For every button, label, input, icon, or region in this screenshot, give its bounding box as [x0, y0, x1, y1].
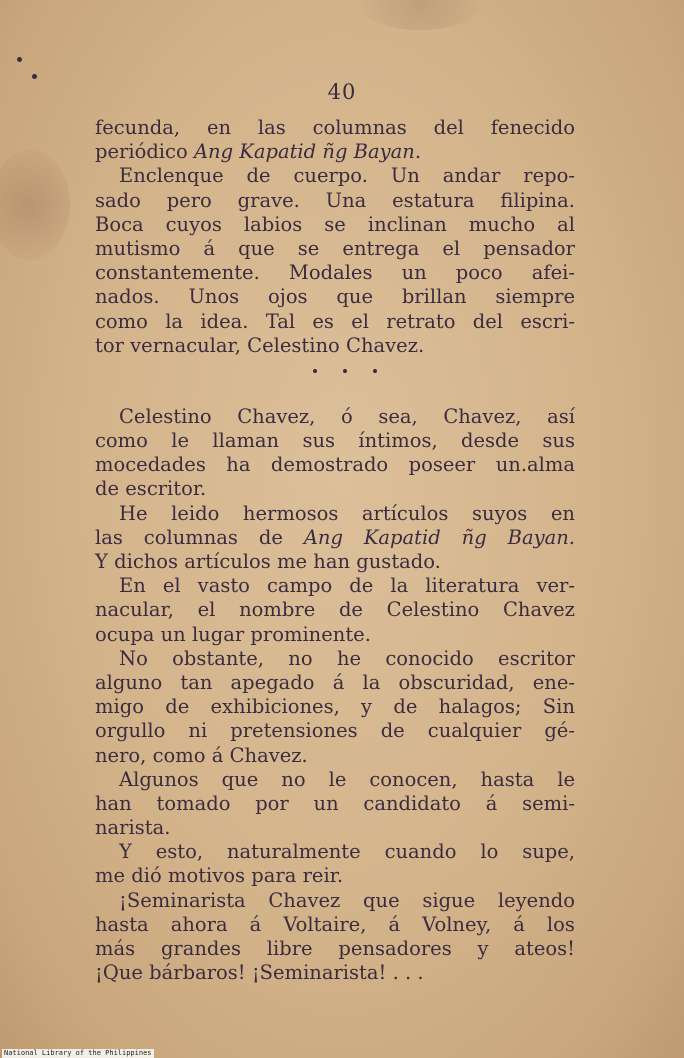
- word: dió: [131, 864, 162, 888]
- word: como: [152, 743, 206, 767]
- word: de: [380, 719, 405, 743]
- word: Unos: [188, 285, 240, 309]
- word: grandes: [160, 937, 241, 960]
- word: Celestino: [386, 598, 480, 622]
- text-line: [95, 671, 575, 695]
- word: reir.: [302, 864, 344, 888]
- text-line: [95, 840, 575, 864]
- word: á: [211, 743, 224, 767]
- ink-speck: [17, 57, 22, 62]
- word: Una: [325, 188, 367, 212]
- word: escritor.: [125, 477, 207, 501]
- word: inclinan: [367, 212, 447, 236]
- word: en: [206, 116, 232, 139]
- text-line: [95, 502, 575, 526]
- paragraph: [95, 502, 575, 575]
- word: periódico: [95, 140, 188, 164]
- word: Modales: [288, 261, 373, 285]
- word: que: [221, 767, 259, 791]
- word: retrato: [386, 309, 456, 333]
- word: Chavez.: [346, 333, 425, 357]
- word: el: [351, 309, 369, 333]
- word: vernacular,: [130, 333, 241, 357]
- word: me: [95, 864, 126, 888]
- text-line: [95, 261, 575, 285]
- text-line: [95, 213, 575, 237]
- section-separator: [95, 358, 575, 385]
- word: como: [95, 309, 148, 333]
- text-line: [95, 574, 575, 598]
- word: grave.: [237, 188, 300, 212]
- word: bárbaros!: [149, 961, 246, 985]
- word: pensadores: [338, 937, 452, 960]
- word: el: [197, 598, 216, 622]
- word: Celestino: [119, 404, 212, 428]
- word: mutismo: [95, 236, 181, 260]
- word: Celestino: [247, 333, 340, 357]
- text-line: [95, 598, 575, 622]
- word: afei-: [531, 261, 575, 285]
- word: nombre: [239, 598, 316, 622]
- word: supe,: [522, 840, 575, 864]
- word: exhibiciones,: [210, 695, 340, 719]
- word: es: [312, 309, 334, 333]
- word: Y: [119, 840, 132, 864]
- word: . . .: [392, 961, 424, 985]
- word: un: [160, 622, 186, 646]
- ink-speck: [32, 74, 37, 79]
- word: á: [203, 236, 216, 260]
- word: al: [557, 212, 575, 236]
- word: poseer: [408, 453, 476, 477]
- word: á: [513, 912, 525, 936]
- word: dichos: [114, 550, 179, 573]
- word: andar: [442, 164, 501, 188]
- word: han: [95, 791, 132, 815]
- word: Sin: [542, 695, 575, 719]
- word: que: [336, 285, 373, 309]
- word: Ang: [303, 525, 343, 549]
- word: del: [433, 116, 464, 139]
- paragraph: [95, 889, 575, 986]
- word: Kapatid: [363, 525, 441, 549]
- word: He: [119, 501, 148, 525]
- word: íntimos,: [358, 429, 438, 453]
- word: de: [246, 164, 271, 188]
- word: del: [472, 309, 504, 333]
- word: la: [362, 670, 381, 694]
- word: Chavez,: [237, 404, 316, 428]
- text-line: [95, 453, 575, 477]
- word: un: [313, 791, 339, 815]
- word: leido: [171, 501, 220, 525]
- word: suyos: [471, 501, 528, 525]
- word: migo: [95, 695, 144, 719]
- word: que: [238, 236, 275, 260]
- paragraph: [95, 405, 575, 502]
- word: ojos: [268, 285, 308, 309]
- text-line: [95, 164, 575, 188]
- word: filipina.: [500, 188, 575, 212]
- word: y: [477, 937, 489, 960]
- word: Chavez: [503, 598, 575, 622]
- word: pero: [166, 188, 212, 212]
- word: de: [95, 477, 120, 501]
- word: alguno: [95, 670, 163, 694]
- text-line: [95, 526, 575, 550]
- text-line: [95, 695, 575, 719]
- word: nacular,: [95, 598, 174, 622]
- word: esto,: [155, 840, 204, 864]
- word: así: [547, 404, 575, 428]
- word: ahora: [170, 912, 228, 936]
- word: he: [336, 646, 362, 670]
- word: la: [390, 574, 409, 598]
- text-line: [95, 477, 575, 501]
- word: obstante,: [172, 646, 264, 670]
- word: No: [119, 646, 148, 670]
- word: no: [288, 646, 313, 670]
- word: en: [550, 501, 575, 525]
- text-line: [95, 310, 575, 334]
- word: apegado: [230, 670, 315, 694]
- word: Tal: [265, 309, 296, 333]
- word: ñg: [461, 525, 487, 549]
- word: obscuridad,: [398, 670, 515, 694]
- word: conocido: [385, 646, 474, 670]
- word: sado: [95, 188, 141, 212]
- word: fenecido: [490, 116, 575, 139]
- word: campo: [266, 574, 333, 598]
- word: idea.: [200, 309, 249, 333]
- word: ocupa: [95, 622, 155, 646]
- word: escritor: [498, 646, 575, 670]
- word: ni: [188, 719, 208, 743]
- word: pensador: [483, 236, 575, 260]
- word: ver-: [536, 574, 575, 598]
- page-number: 40: [327, 80, 357, 104]
- word: la: [165, 309, 184, 333]
- text-line: [95, 623, 575, 647]
- word: siempre: [495, 285, 575, 309]
- paragraph: [95, 768, 575, 841]
- separator-dot: [343, 369, 347, 373]
- word: le: [328, 767, 347, 791]
- word: las: [257, 116, 286, 139]
- word: mucho: [468, 212, 536, 236]
- word: nados.: [95, 285, 160, 309]
- text-line: [95, 719, 575, 743]
- word: demostrado: [270, 453, 389, 477]
- word: las: [95, 525, 123, 549]
- word: el: [162, 574, 181, 598]
- word: artículos: [184, 550, 271, 573]
- word: sus: [542, 429, 575, 453]
- text-line: [95, 744, 575, 768]
- word: ¡Seminarista!: [251, 961, 387, 985]
- word: cuyos: [165, 212, 222, 236]
- word: Volney,: [422, 912, 492, 936]
- word: á: [332, 670, 345, 694]
- body-text: [95, 116, 575, 985]
- text-line: [95, 140, 575, 164]
- word: Boca: [95, 212, 144, 236]
- word: Voltaire,: [283, 912, 367, 936]
- word: tor: [95, 333, 124, 357]
- word: que: [363, 888, 400, 912]
- word: un.alma: [495, 453, 575, 477]
- word: como: [95, 429, 148, 453]
- word: sea,: [378, 404, 418, 428]
- separator-dot: [313, 369, 317, 373]
- word: le: [557, 767, 575, 791]
- word: columnas: [312, 116, 407, 139]
- word: Enclenque: [119, 164, 224, 188]
- word: de: [258, 525, 283, 549]
- word: le: [171, 429, 190, 453]
- word: han: [313, 550, 351, 573]
- text-line: [95, 792, 575, 816]
- text-line: [95, 334, 575, 358]
- word: prominente.: [250, 622, 371, 646]
- separator-dot: [373, 369, 377, 373]
- word: cuerpo.: [293, 164, 368, 188]
- word: gustado.: [356, 550, 441, 573]
- word: cualquier: [427, 719, 522, 743]
- word: columnas: [143, 525, 238, 549]
- paragraph: [95, 840, 575, 888]
- word: nero,: [95, 743, 147, 767]
- word: lugar: [191, 622, 245, 646]
- word: naturalmente: [226, 840, 361, 864]
- word: á: [388, 912, 401, 936]
- word: llaman: [212, 429, 280, 453]
- word: y: [361, 695, 373, 719]
- word: ¡Seminarista: [119, 888, 246, 912]
- text-line: [95, 237, 575, 261]
- word: Chavez.: [229, 743, 308, 767]
- word: mocedades: [95, 453, 206, 477]
- word: por: [255, 791, 289, 815]
- word: Ang: [193, 140, 234, 164]
- text-line: [95, 864, 575, 888]
- text-line: [95, 913, 575, 937]
- word: leyendo: [497, 888, 575, 912]
- word: motivos: [167, 864, 246, 888]
- paragraph: [95, 164, 575, 358]
- word: me: [277, 550, 308, 573]
- word: Chavez,: [443, 404, 522, 428]
- text-line: [95, 816, 575, 840]
- word: libre: [266, 937, 313, 960]
- word: orgullo: [95, 719, 166, 743]
- text-line: [95, 189, 575, 213]
- word: de: [349, 574, 374, 598]
- word: á: [249, 912, 262, 936]
- word: pretensiones: [230, 719, 358, 743]
- word: los: [546, 912, 575, 936]
- word: sigue: [422, 888, 476, 912]
- paragraph: [95, 116, 575, 164]
- word: repo-: [523, 164, 575, 188]
- text-line: [95, 961, 575, 985]
- text-line: [95, 937, 575, 961]
- text-line: [95, 768, 575, 792]
- text-line: [95, 116, 575, 140]
- word: lo: [480, 840, 499, 864]
- text-line: [95, 429, 575, 453]
- word: hermosos: [242, 501, 339, 525]
- word: poco: [455, 261, 503, 285]
- word: ñg: [322, 140, 348, 164]
- word: constantemente.: [95, 261, 260, 285]
- word: de: [165, 695, 190, 719]
- word: tomado: [156, 791, 231, 815]
- word: para: [251, 864, 297, 888]
- word: sus: [302, 429, 336, 453]
- word: Bayan.: [353, 140, 422, 164]
- word: cuando: [384, 840, 457, 864]
- word: á: [485, 791, 498, 815]
- word: artículos: [361, 501, 449, 525]
- word: entrega: [342, 236, 420, 260]
- word: el: [442, 236, 461, 260]
- word: ¡Que: [95, 961, 143, 985]
- word: En: [119, 574, 146, 598]
- paragraph: [95, 647, 575, 768]
- library-footer: National Library of the Philippines: [4, 1049, 152, 1057]
- word: desde: [461, 429, 520, 453]
- text-line: [95, 550, 575, 574]
- word: candidato: [363, 791, 461, 815]
- word: Un: [390, 164, 420, 188]
- foxing-stain: [360, 0, 480, 30]
- word: literatura: [425, 574, 520, 598]
- word: ateos!: [514, 937, 575, 960]
- word: tan: [180, 670, 213, 694]
- word: no: [281, 767, 306, 791]
- text-line: [95, 889, 575, 913]
- word: Bayan.: [507, 525, 575, 549]
- word: de: [338, 598, 363, 622]
- word: escri-: [520, 309, 575, 333]
- word: más: [95, 937, 136, 960]
- word: de: [393, 695, 418, 719]
- word: un: [401, 261, 427, 285]
- word: halagos;: [438, 695, 522, 719]
- text-line: [95, 405, 575, 429]
- word: brillan: [401, 285, 467, 309]
- word: labios: [243, 212, 303, 236]
- word: narista.: [95, 816, 171, 840]
- text-line: [95, 285, 575, 309]
- word: vasto: [197, 574, 250, 598]
- word: fecunda,: [95, 116, 181, 139]
- spacer: [95, 385, 575, 405]
- word: gé-: [544, 719, 575, 743]
- word: estatura: [392, 188, 475, 212]
- word: Kapatid: [239, 140, 317, 164]
- word: semi-: [522, 791, 575, 815]
- word: Algunos: [119, 767, 199, 791]
- word: conocen,: [369, 767, 458, 791]
- foxing-stain: [0, 150, 70, 260]
- word: se: [297, 236, 320, 260]
- text-line: [95, 647, 575, 671]
- word: Y: [95, 550, 108, 573]
- word: se: [324, 212, 346, 236]
- word: hasta: [95, 912, 149, 936]
- word: hasta: [480, 767, 535, 791]
- word: ha: [226, 453, 251, 477]
- word: Chavez: [268, 888, 341, 912]
- paragraph: [95, 574, 575, 647]
- word: ene-: [532, 670, 575, 694]
- word: ó: [340, 404, 353, 428]
